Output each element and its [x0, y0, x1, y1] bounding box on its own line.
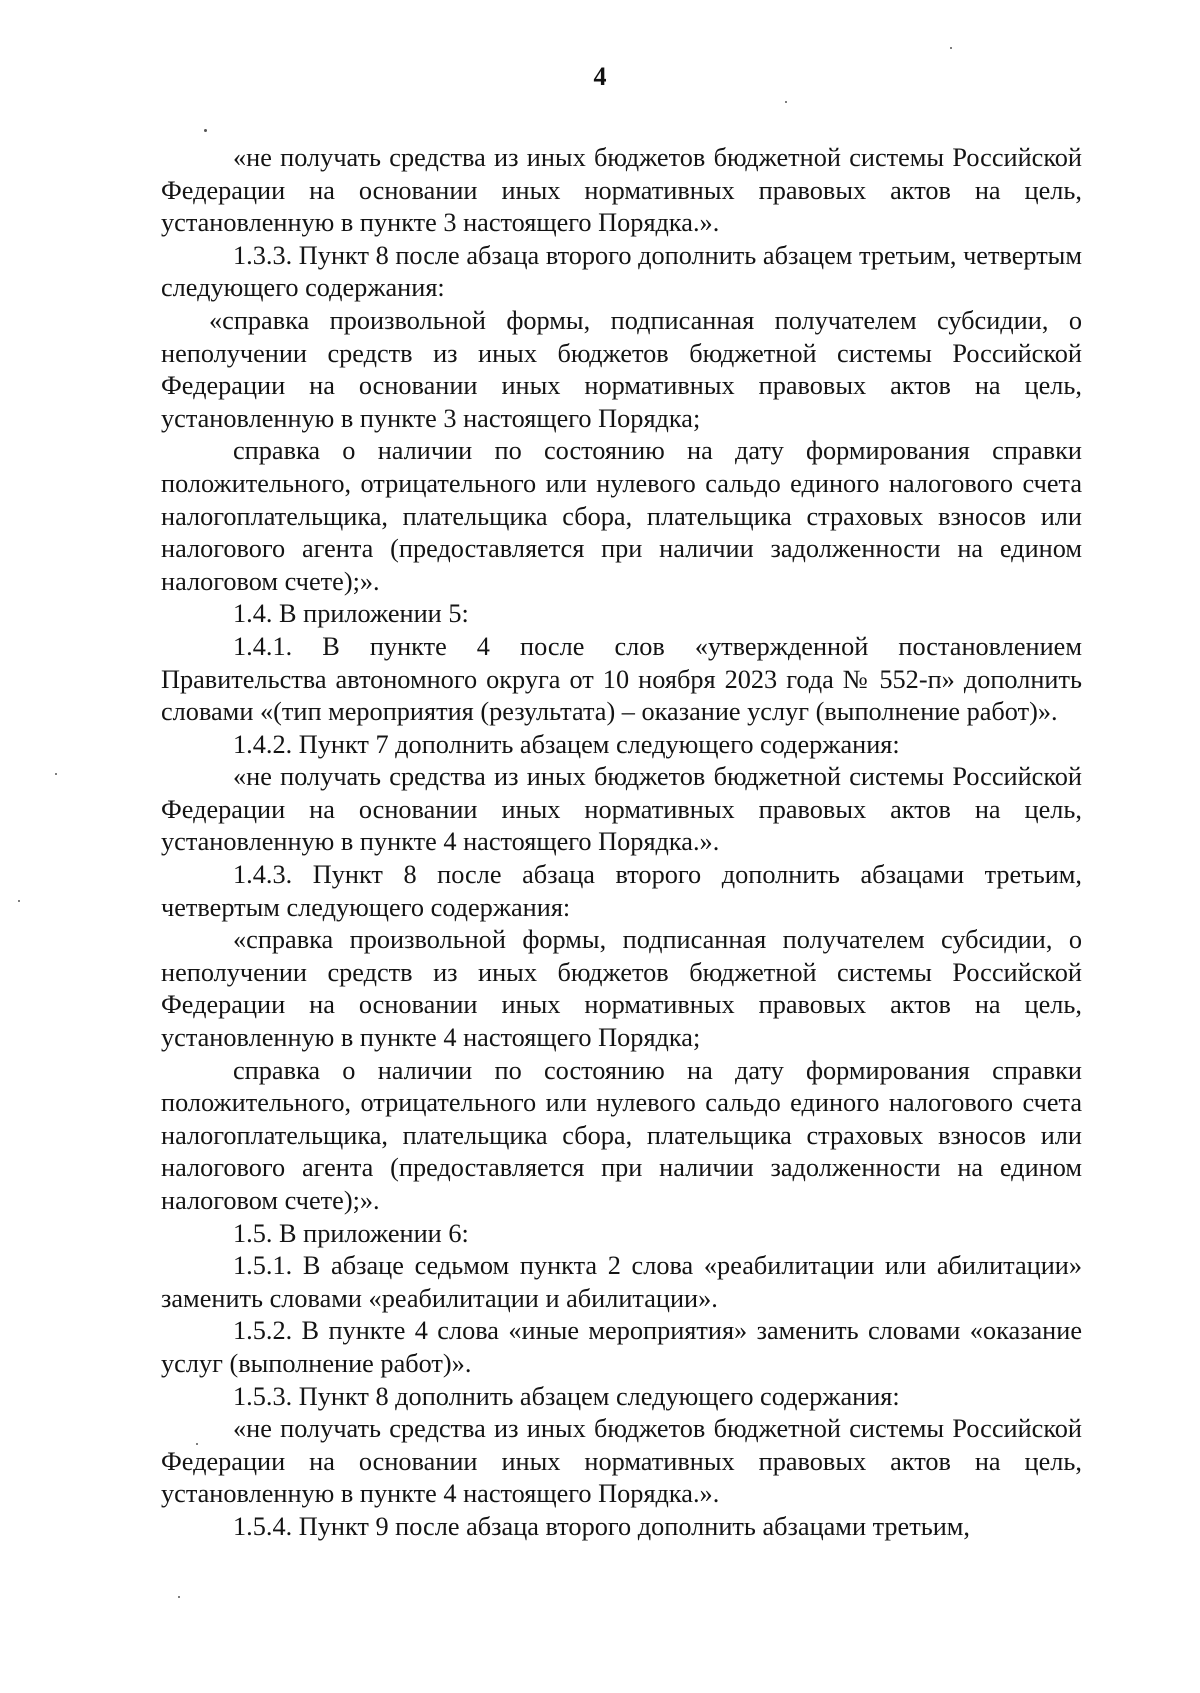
document-body [161, 142, 1082, 1544]
paragraph: 1.5. В приложении 6: [233, 1218, 469, 1248]
scan-speck [204, 129, 207, 132]
paragraph: 1.4.2. Пункт 7 дополнить абзацем следующего содержания: [233, 729, 900, 759]
scan-speck [18, 900, 20, 902]
paragraph: 1.4.3. Пункт 8 после абзаца второго дополнить абзацами третьим, четвертым следующего содержания: [161, 860, 1082, 922]
paragraph: «не получать средства из иных бюджетов бюджетной системы Российской Федерации на основании иных нормативных правовых актов на цель, установленную в пункте 4 настоящего Порядка.». [161, 762, 1082, 857]
paragraph: справка о наличии по состоянию на дату формирования справки положительного, отрицательного или нулевого сальдо единого налогового счета налогоплательщика, плательщика сбора, плательщика страховых взносов или налогового агента (предоставляется при наличии задолженности на едином налоговом счете);». [161, 1055, 1082, 1215]
scan-speck [55, 773, 57, 775]
paragraph: «не получать средства из иных бюджетов бюджетной системы Российской Федерации на основании иных нормативных правовых актов на цель, установленную в пункте 3 настоящего Порядка.». [161, 143, 1082, 238]
scan-speck [178, 1596, 180, 1598]
paragraph: 1.5.2. В пункте 4 слова «иные мероприятия» заменить словами «оказание услуг (выполнение работ)». [161, 1316, 1082, 1378]
paragraph: 1.5.4. Пункт 9 после абзаца второго дополнить абзацами третьим, [233, 1511, 971, 1541]
scan-speck [785, 101, 787, 103]
paragraph: 1.4.1. В пункте 4 после слов «утвержденной постановлением Правительства автономного округа от 10 ноября 2023 года № 552-п» дополнить словами «(тип мероприятия (результата) – оказание услуг (выполнение работ)». [161, 631, 1082, 727]
scan-speck [950, 47, 952, 49]
paragraph: 1.5.1. В абзаце седьмом пункта 2 слова «реабилитации или абилитации» заменить словами «реабилитации и абилитации». [161, 1251, 1082, 1313]
paragraph: «не получать средства из иных бюджетов бюджетной системы Российской Федерации на основании иных нормативных правовых актов на цель, установленную в пункте 4 настоящего Порядка.». [161, 1414, 1082, 1509]
paragraph: 1.4. В приложении 5: [233, 599, 469, 629]
paragraph: 1.5.3. Пункт 8 дополнить абзацем следующего содержания: [233, 1381, 900, 1411]
page-number: 4 [593, 62, 607, 91]
paragraph: «справка произвольной формы, подписанная получателем субсидии, о неполучении средств из иных бюджетов бюджетной системы Российской Федерации на основании иных нормативных правовых актов на цель, установленную в пункте 4 настоящего Порядка; [161, 925, 1082, 1053]
paragraph: 1.3.3. Пункт 8 после абзаца второго дополнить абзацем третьим, четвертым следующего содержания: [161, 240, 1082, 303]
paragraph: справка о наличии по состоянию на дату формирования справки положительного, отрицательного или нулевого сальдо единого налогового счета налогоплательщика, плательщика сбора, плательщика страховых взносов или налогового агента (предоставляется при наличии задолженности на едином налоговом счете);». [161, 436, 1082, 596]
paragraph: «справка произвольной формы, подписанная получателем субсидии, о неполучении средств из иных бюджетов бюджетной системы Российской Федерации на основании иных нормативных правовых актов на цель, установленную в пункте 3 настоящего Порядка; [161, 305, 1082, 433]
